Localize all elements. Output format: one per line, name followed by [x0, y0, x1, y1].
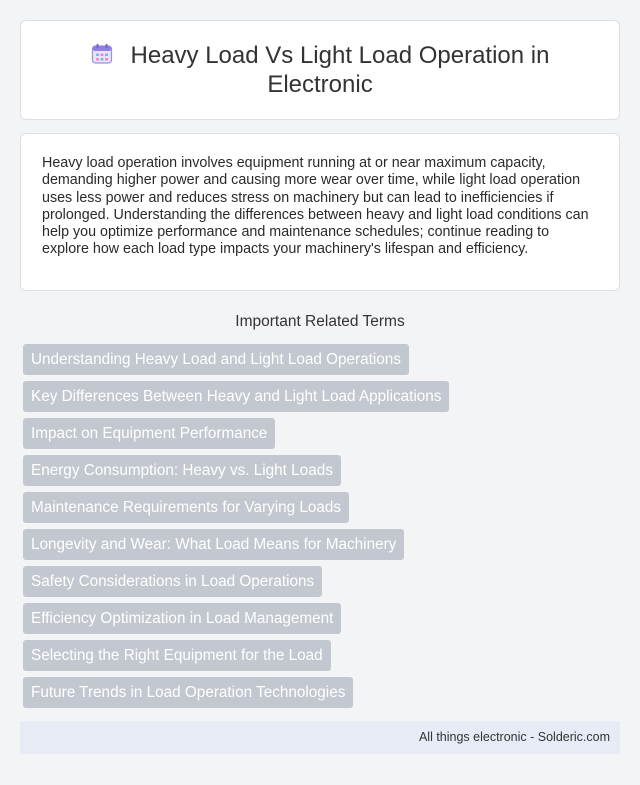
- related-term-link[interactable]: Safety Considerations in Load Operations: [23, 566, 322, 597]
- related-terms-list: [23, 344, 623, 714]
- description-card: [20, 133, 620, 291]
- related-term-link[interactable]: Efficiency Optimization in Load Management: [23, 603, 341, 634]
- calendar-icon: [91, 43, 113, 65]
- related-term-link[interactable]: Future Trends in Load Operation Technologies: [23, 677, 353, 708]
- related-term-link[interactable]: Maintenance Requirements for Varying Loads: [23, 492, 349, 523]
- related-term-link[interactable]: Impact on Equipment Performance: [23, 418, 275, 449]
- related-term-link[interactable]: Energy Consumption: Heavy vs. Light Loads: [23, 455, 341, 486]
- related-term-link[interactable]: Key Differences Between Heavy and Light Load Applications: [23, 381, 449, 412]
- footer-text: All things electronic - Solderic.com: [418, 730, 610, 744]
- title-wrap: [51, 41, 589, 99]
- related-terms-heading: Important Related Terms: [235, 313, 405, 330]
- footer: [20, 721, 620, 754]
- related-term-link[interactable]: Understanding Heavy Load and Light Load Operations: [23, 344, 409, 375]
- page-title: Heavy Load Vs Light Load Operation in Electronic: [130, 42, 550, 98]
- related-term-link[interactable]: Longevity and Wear: What Load Means for Machinery: [23, 529, 404, 560]
- related-term-link[interactable]: Selecting the Right Equipment for the Load: [23, 640, 331, 671]
- description-text: Heavy load operation involves equipment running at or near maximum capacity, demanding higher power and causing more wear over time, while light load operation uses less power and reduces stress on machinery but can lead to inefficiencies if prolonged. Understanding the differences between heavy and light load conditions can help you optimize performance and maintenance schedules; continue reading to explore how each load type impacts your machinery's lifespan and efficiency.: [42, 155, 589, 258]
- title-card: [20, 20, 620, 120]
